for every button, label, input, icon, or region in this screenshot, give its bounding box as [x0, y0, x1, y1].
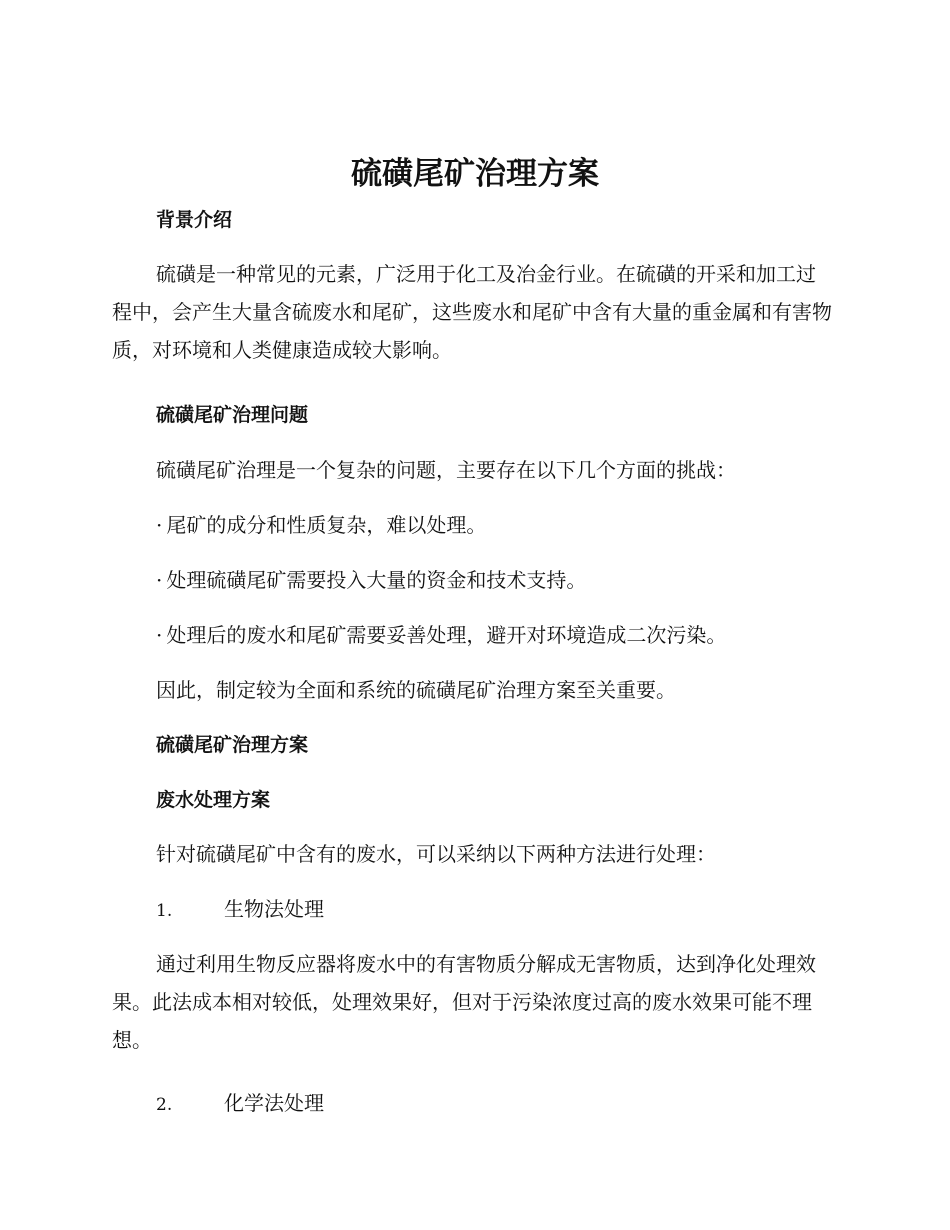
item-number: 1.	[156, 901, 173, 921]
item-title: 生物法处理	[224, 897, 324, 921]
bullet-marker: ·	[156, 623, 163, 647]
paragraph-wastewater-intro: 针对硫磺尾矿中含有的废水，可以采纳以下两种方法进行处理：	[156, 842, 716, 866]
item-number: 2.	[156, 1095, 173, 1115]
section-heading-problem: 硫磺尾矿治理问题	[156, 404, 309, 426]
paragraph-problem-intro: 硫磺尾矿治理是一个复杂的问题，主要存在以下几个方面的挑战：	[156, 458, 736, 482]
numbered-item-biological	[112, 890, 876, 930]
bullet-text: 处理后的废水和尾矿需要妥善处理，避开对环境造成二次污染。	[166, 623, 727, 647]
document-title: 硫磺尾矿治理方案	[351, 156, 599, 192]
bullet-text: 处理硫磺尾矿需要投入大量的资金和技术支持。	[166, 568, 587, 592]
section-heading-solution: 硫磺尾矿治理方案	[156, 734, 309, 756]
bullet-item	[112, 616, 876, 654]
paragraph-background: 硫磺是一种常见的元素，广泛用于化工及冶金行业。在硫磺的开采和加工过程中，会产生大量含硫废水和尾矿，这些废水和尾矿中含有大量的重金属和有害物质，对环境和人类健康造成较大影响。	[112, 262, 832, 362]
item-title: 化学法处理	[224, 1091, 324, 1115]
bullet-item	[112, 561, 876, 599]
bullet-marker: ·	[156, 513, 163, 537]
paragraph-problem-conclusion: 因此，制定较为全面和系统的硫磺尾矿治理方案至关重要。	[156, 678, 676, 702]
section-heading-background: 背景介绍	[156, 209, 233, 231]
section-heading-wastewater: 废水处理方案	[156, 789, 271, 811]
numbered-item-chemical	[112, 1084, 876, 1124]
bullet-text: 尾矿的成分和性质复杂，难以处理。	[166, 513, 487, 537]
bullet-item	[112, 506, 876, 544]
bullet-marker: ·	[156, 568, 163, 592]
paragraph-biological-method: 通过利用生物反应器将废水中的有害物质分解成无害物质，达到净化处理效果。此法成本相对较低，处理效果好，但对于污染浓度过高的废水效果可能不理想。	[112, 952, 816, 1052]
